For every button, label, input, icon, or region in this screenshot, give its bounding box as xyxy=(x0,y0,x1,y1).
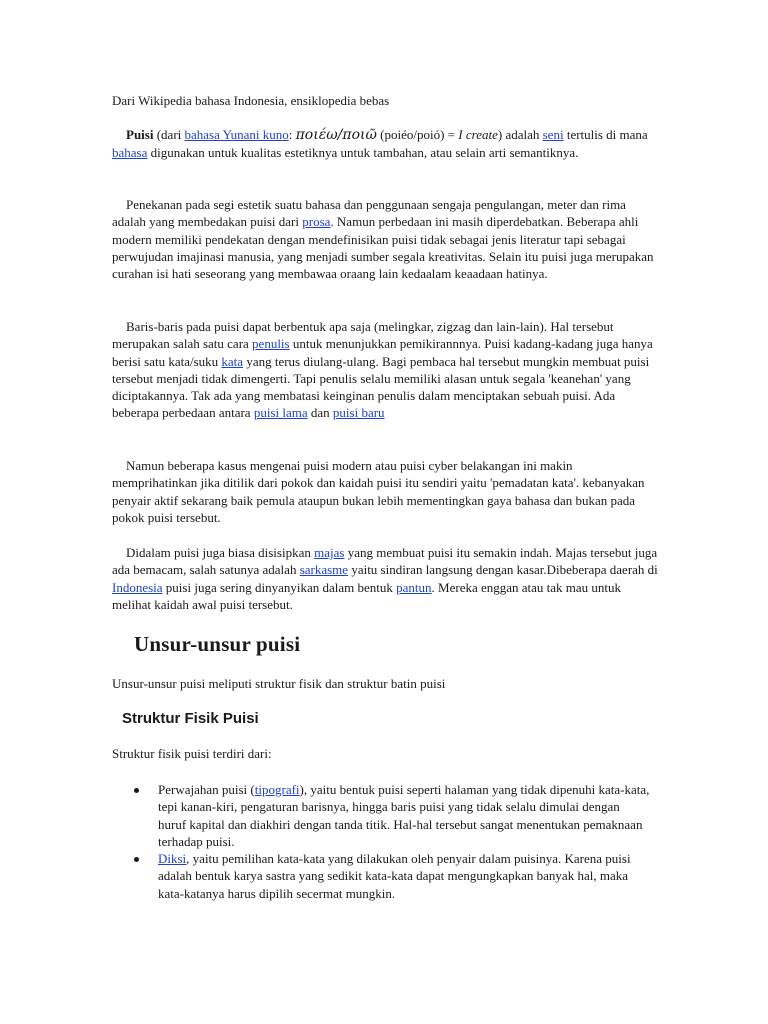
bullet-dot xyxy=(134,788,139,793)
term-puisi: Puisi xyxy=(126,127,154,142)
source-line: Dari Wikipedia bahasa Indonesia, ensiklopedia bebas xyxy=(112,93,390,108)
text-span: digunakan untuk kualitas estetiknya untuk tambahan, atau selain arti semantiknya. xyxy=(147,145,579,161)
paragraph-modern: Namun beberapa kasus mengenai puisi modern atau puisi cyber belakangan ini makin memprihatinkan jika ditilik dari pokok dan kaidah puisi itu sendiri yaitu 'pemadatan kata'. kebanyakan penyair aktif sekarang baik pemula ataupun bukan lebih mementingkan gaya bahasa dan bukan pada pokok puisi tersebut. xyxy=(112,458,645,525)
link-puisi-lama[interactable]: puisi lama xyxy=(253,405,308,421)
link-penulis[interactable]: penulis xyxy=(252,336,290,352)
link-sarkasme[interactable]: sarkasme xyxy=(299,562,349,578)
text-span: (dari xyxy=(153,127,185,142)
link-bahasa[interactable]: bahasa xyxy=(112,145,148,161)
text-span: yaitu sindiran langsung dengan kasar.Dibeberapa daerah di xyxy=(348,562,658,578)
greek-word: ποιέω/ποιῶ xyxy=(295,127,377,143)
link-puisi-baru[interactable]: puisi baru xyxy=(332,405,385,421)
list-item xyxy=(158,781,650,850)
subsection-intro: Struktur fisik puisi terdiri dari: xyxy=(112,746,272,761)
text-span: (poiéo/poió) = xyxy=(376,127,459,142)
text-span: tertulis di mana xyxy=(563,127,648,142)
section-intro: Unsur-unsur puisi meliputi struktur fisik dan struktur batin puisi xyxy=(112,676,446,691)
link-kata[interactable]: kata xyxy=(221,353,244,369)
link-bahasa-yunani-kuno[interactable]: bahasa Yunani kuno xyxy=(184,127,289,142)
link-diksi[interactable]: Diksi xyxy=(158,851,187,867)
text-span: ) adalah xyxy=(497,127,543,142)
link-tipografi[interactable]: tipografi xyxy=(254,782,300,797)
subsection-heading-fisik: Struktur Fisik Puisi xyxy=(122,710,259,727)
text-span: . Mereka enggan atau tak mau untuk melihat kaidah awal puisi tersebut. xyxy=(112,579,622,612)
list-item xyxy=(158,850,650,902)
text-span: Perwajahan puisi ( xyxy=(158,782,255,797)
link-seni[interactable]: seni xyxy=(542,127,564,142)
text-span: : xyxy=(288,127,296,142)
paragraph-majas xyxy=(112,544,660,613)
text-span: . Namun perbedaan ini masih diperdebatkan. Beberapa ahli modern memiliki pendekatan dengan mendefinisikan puisi tidak sebagai jenis literatur tapi sebagai perwujudan imajinasi manusia, yang menjadi sumber segala kreativitas. Selain itu puisi juga merupakan curahan isi hati seseorang yang membawaa oraang lain kedaalam keaadaan hatinya. xyxy=(112,214,654,282)
text-span: ), yaitu bentuk puisi seperti halaman yang tidak dipenuhi kata-kata, tepi kanan-kiri, pengaturan barisnya, hingga baris puisi yang tidak selalu dimulai dengan huruf kapital dan diakhiri dengan tanda titik. Hal-hal tersebut sangat menentukan pemaknaan terhadap puisi. xyxy=(158,782,650,849)
section-heading-unsur: Unsur-unsur puisi xyxy=(134,632,301,656)
link-majas[interactable]: majas xyxy=(314,545,345,560)
text-span: puisi juga sering dinyanyikan dalam bentuk xyxy=(162,579,397,595)
text-span: yang membuat puisi itu semakin indah. Majas tersebut juga ada bemacam, salah satunya adalah xyxy=(112,545,658,578)
intro-paragraph xyxy=(112,126,660,162)
text-span: Didalam puisi juga biasa disisipkan xyxy=(126,545,315,560)
text-span: , yaitu pemilihan kata-kata yang dilakukan oleh penyair dalam puisinya. Karena puisi adalah bentuk karya sastra yang sedikit kata-kata dapat mengungkapkan banyak hal, maka kata-katanya harus dipilih secermat mungkin. xyxy=(158,851,631,901)
link-prosa[interactable]: prosa xyxy=(302,214,331,230)
text-span: Penekanan pada segi estetik suatu bahasa dan penggunaan sengaja pengulangan, meter dan rima adalah yang membedakan puisi dari xyxy=(112,197,626,230)
paragraph-baris xyxy=(112,318,660,422)
paragraph-estetik xyxy=(112,196,660,282)
text-span: Baris-baris pada puisi dapat berbentuk apa saja (melingkar, zigzag dan lain-lain). Hal tersebut merupakan salah satu cara xyxy=(112,319,614,352)
text-span: yang terus diulang-ulang. Bagi pembaca hal tersebut mungkin membuat puisi tersebut menjadi tidak dimengerti. Tapi penulis selalu memiliki alasan untuk segala 'keanehan' yang diciptakannya. Tak ada yang membatasi keinginan penulis dalam menciptakan sebuah puisi. Ada beberapa perbedaan antara xyxy=(112,353,650,421)
bullet-dot xyxy=(134,857,139,862)
text-span: dan xyxy=(307,405,333,421)
i-create-text: I create xyxy=(458,127,498,142)
link-indonesia[interactable]: Indonesia xyxy=(112,579,163,595)
text-span: untuk menunjukkan pemikirannnya. Puisi kadang-kadang juga hanya berisi satu kata/suku xyxy=(112,336,653,369)
bullet-list xyxy=(158,781,650,902)
link-pantun[interactable]: pantun xyxy=(396,579,432,595)
